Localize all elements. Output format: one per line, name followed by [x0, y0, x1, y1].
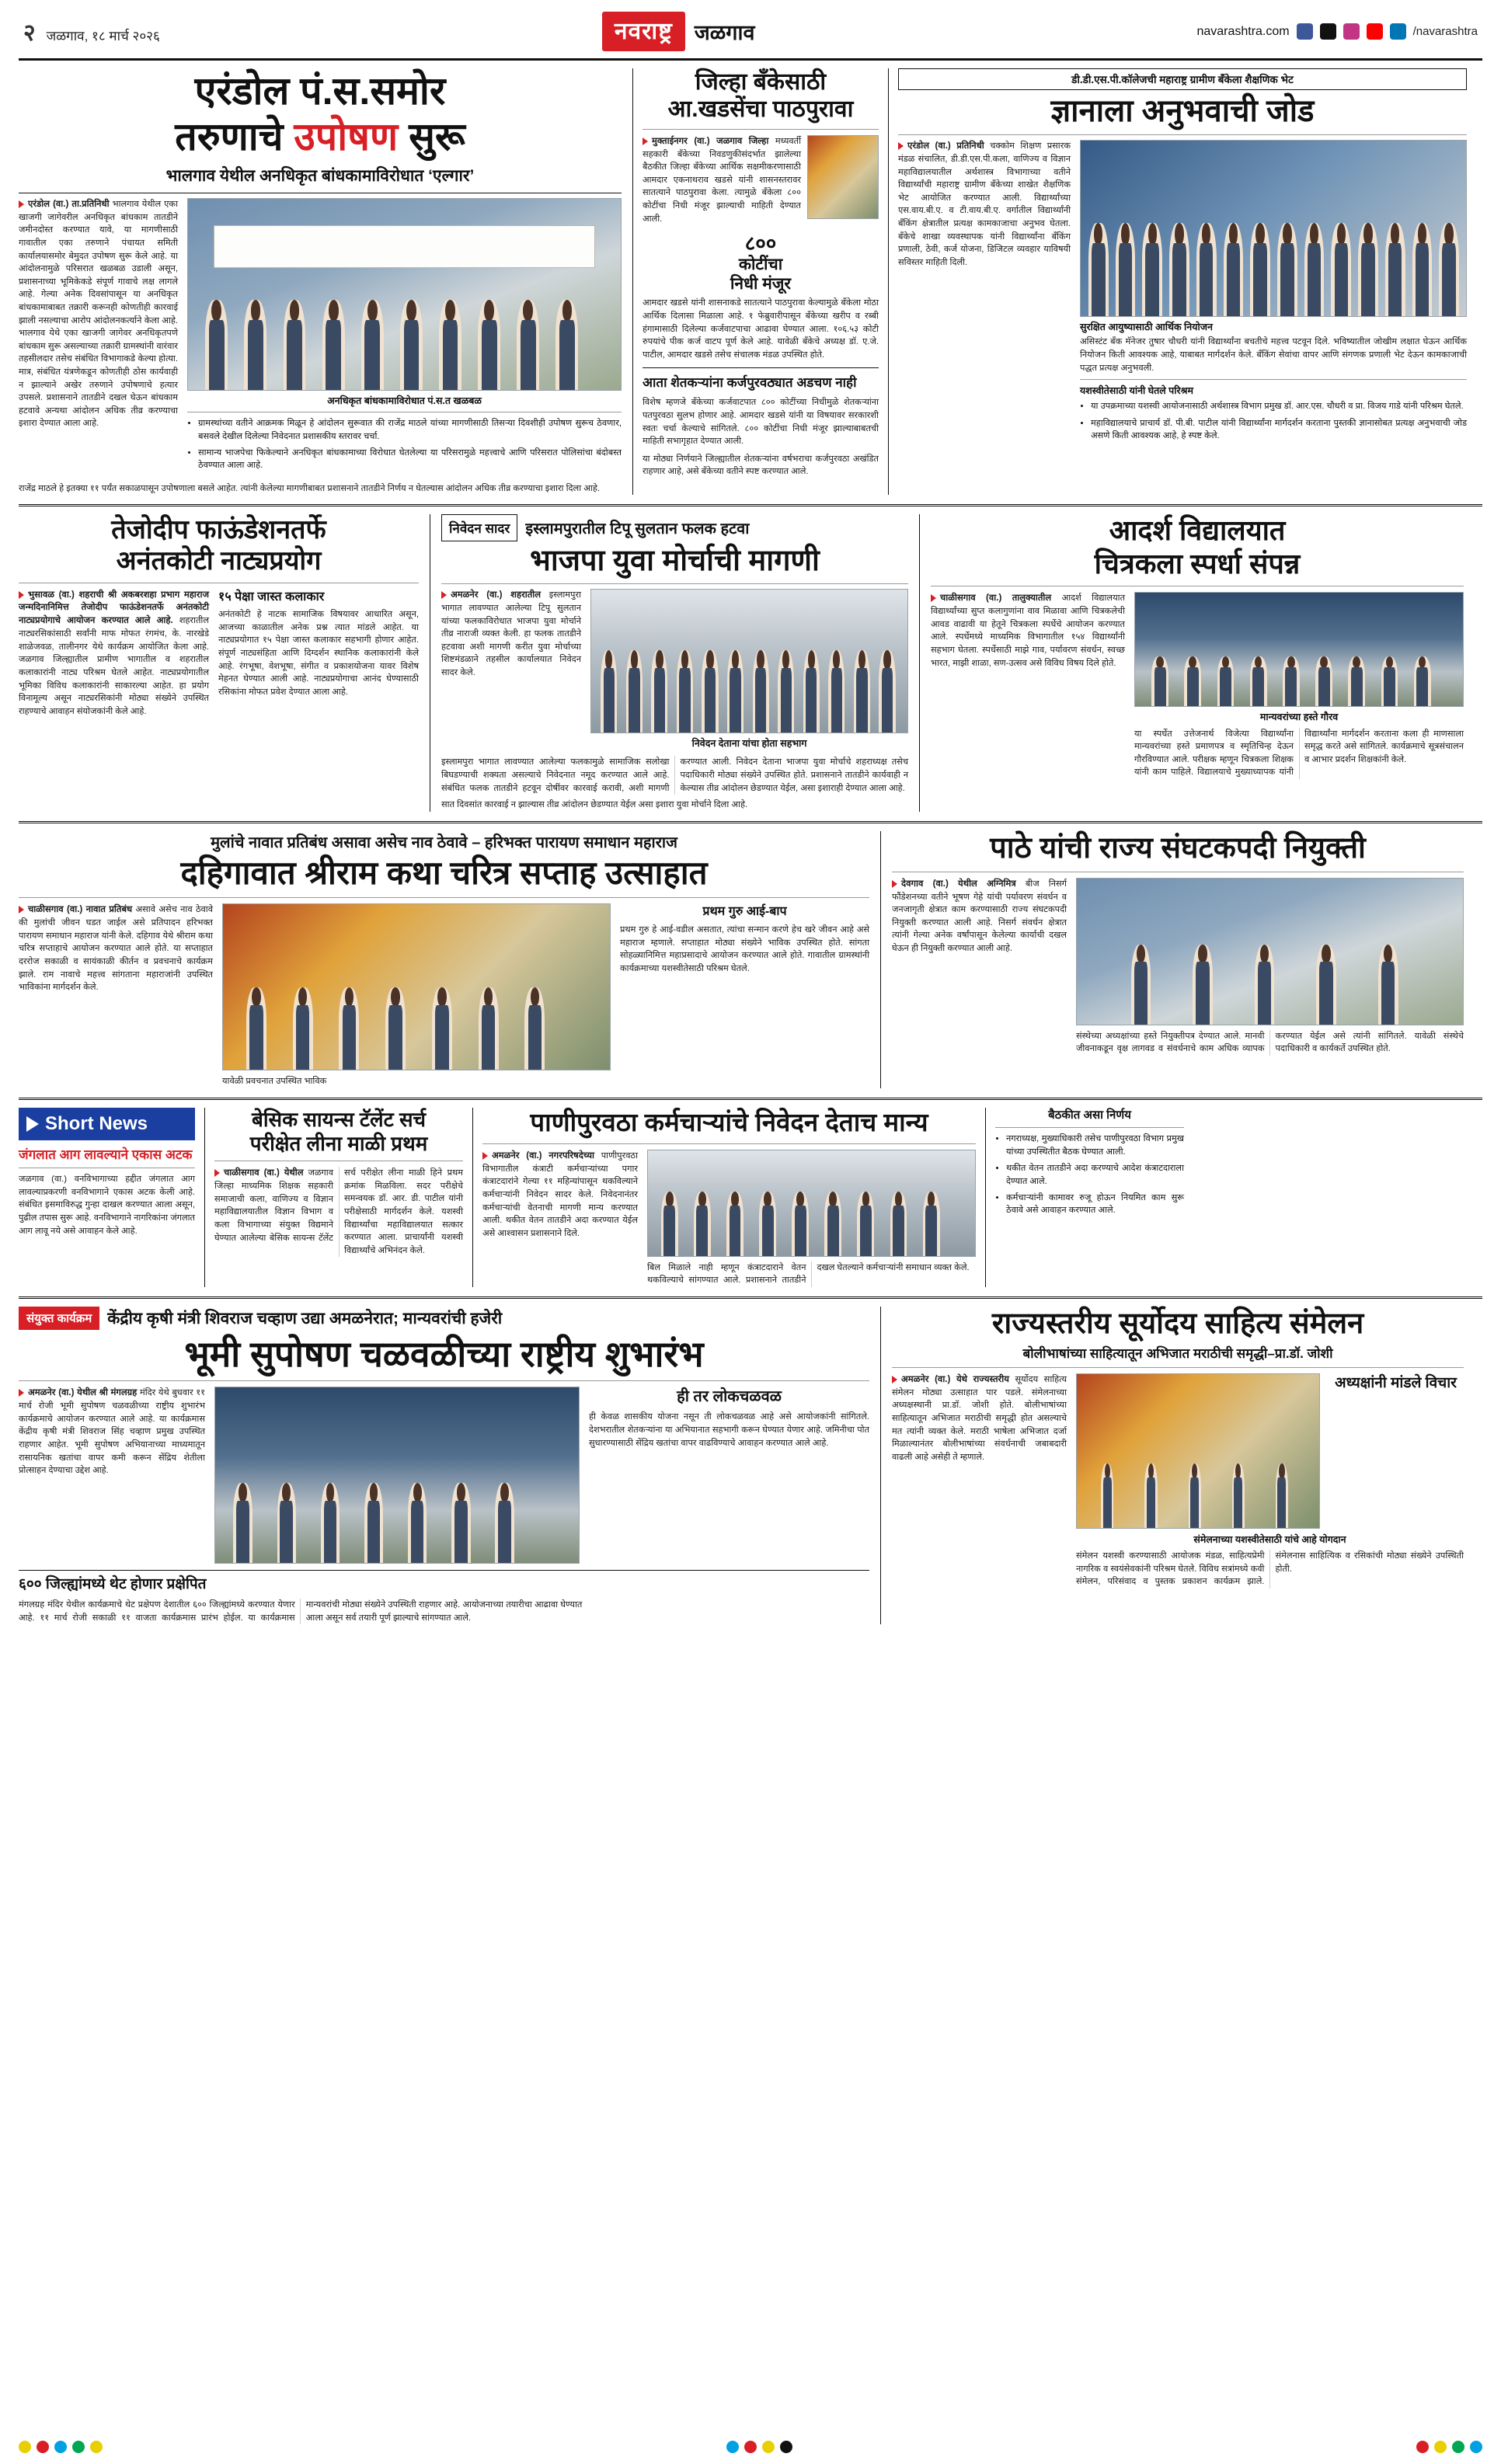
- water-staff-photo: [647, 1150, 976, 1257]
- page-number: २: [23, 20, 36, 46]
- art-headline-l2: चित्रकला स्पर्धा संपन्न: [1094, 547, 1301, 579]
- bjp-headline-small: इस्लामपुरातील टिपू सुलतान फलक हटवा: [525, 520, 750, 538]
- water-bullet-2: • थकीत वेतन तातडीने अदा करण्याचे आदेश कंत्राटदाराला देण्यात आले.: [1006, 1162, 1184, 1188]
- bank-body-2: आमदार खडसे यांनी शासनाकडे सातत्याने पाठपुरावा केल्यामुळे बँकेला मोठा आर्थिक दिलासा मिळाला आहे. १ फेब्रुवारीपासून बँकेच्या खरीप व रब्बी हंगामासाठी दिलेल्या कर्जवाटपाचा आढावा घेण्यात आला. १०६.५३ कोटी रुपयांचे पीक कर्ज वाटप पूर्ण केले आहे. यावेळी बँकेचे अध्यक्ष डॉ. ए.जे. पाटील, आमदार खडसे तसेच संचालक मंडळ उपस्थित होते.: [643, 298, 879, 360]
- mla-photo-block: [807, 135, 879, 225]
- bhumi-subhead: ही तर लोकचळवळ: [677, 1388, 782, 1406]
- ramkatha-strap: मुलांचे नावात प्रतिबंध असावा असेच नाव ठेवावे – हरिभक्त पारायण समाधान महाराज: [211, 834, 677, 851]
- staff-group: [648, 1171, 975, 1256]
- dateline-bullet-icon: [19, 591, 24, 599]
- ramkatha-story: [19, 831, 881, 1088]
- x-icon[interactable]: [1320, 23, 1336, 40]
- bhumi-strap: केंद्रीय कृषी मंत्री शिवराज चव्हाण उद्या अमळनेरात; मान्यवरांची हजेरी: [107, 1310, 503, 1328]
- bhumi-sub-body-2: मंगलग्रह मंदिर येथील कार्यक्रमाचे थेट प्रक्षेपण देशातील ६०० जिल्ह्यांमध्ये करण्यात येणार आहे. ११ मार्च रोजी सकाळी ११ वाजता कार्यक्रमास प्रारंभ होईल. या कार्यक्रमास मान्यवरांची मोठ्या संख्येने उपस्थिती राहणार आहे. आयोजनाच्या तयारीचा आढावा घेण्यात आला असून सर्व तयारी पूर्ण झाल्याचे सांगण्यात आले.: [19, 1599, 583, 1623]
- short-news-item: [19, 1147, 195, 1237]
- bjp-photo-block: [590, 589, 908, 750]
- social-handle: /navarashtra: [1412, 25, 1478, 38]
- lead-headline-highlight: उपोषण: [294, 115, 399, 158]
- college-kicker: डी.डी.एस.पी.कॉलेजची महाराष्ट्र ग्रामीण बँकेला शैक्षणिक भेट: [898, 68, 1467, 90]
- sahitya-body: सूर्योदय साहित्य संमेलन मोठ्या उत्साहात पार पडले. संमेलनाच्या अध्यक्षस्थानी प्रा.डॉ. जोशी होते. बोलीभाषांच्या साहित्यातून अभिजात मराठीची समृद्धी होत असल्याचे मत त्यांनी व्यक्त केले. मराठी भाषेला अभिजात दर्जा मिळाल्यानंतर बोलीभाषांच्या संवर्धनाची जबाबदारी वाढली आहे असेही ते म्हणाले.: [892, 1374, 1067, 1462]
- appointment-story: [881, 831, 1464, 1088]
- newspaper-logo: नवराष्ट्र: [602, 12, 685, 51]
- college-right-col: [1080, 140, 1467, 446]
- arrow-right-icon: [26, 1116, 39, 1132]
- ramkatha-subhead: प्रथम गुरु आई-बाप: [702, 905, 787, 919]
- lead-headline-part-c: सुरू: [398, 115, 465, 158]
- sahitya-headline: राज्यस्तरीय सूर्योदय साहित्य संमेलन: [991, 1307, 1364, 1341]
- award-ceremony: [1077, 919, 1463, 1024]
- crowd: [188, 271, 621, 390]
- bank-headline-l1: जिल्हा बँकेसाठी: [695, 69, 827, 95]
- row-1: [19, 68, 1482, 495]
- bjp-headline: भाजपा युवा मोर्चाची मागणी: [530, 545, 820, 578]
- bank-dateline: मुक्ताईनगर (वा.) जळगाव जिल्हा: [652, 136, 769, 146]
- appointment-headline: पाठे यांची राज्य संघटकपदी नियुक्ती: [990, 831, 1366, 865]
- masthead: [19, 0, 1482, 61]
- bjp-group-photo: [590, 589, 908, 733]
- row-4: [19, 1108, 1482, 1287]
- appointment-dateline: देवगाव (वा.) येथील अग्निमित्र: [901, 879, 1016, 889]
- sahitya-cap: संमेलनाच्या यशस्वीतेसाठी यांचे आहे योगदान: [1193, 1533, 1346, 1545]
- lead-text-col: [19, 198, 178, 476]
- water-decision-bullets: [995, 1133, 1184, 1216]
- natya-body: शहरातील नाट्यरसिकांसाठी सर्वांनी माफ मोफत रंगमंच, के. नारखेडे शाळेजवळ, तालीनगर येथे कार्यक्रम आयोजित केला आहे. जळगाव जिल्ह्यातील प्रामीण भागातील व शहरातील कलाकारांनी नाट्य परिश्रम घेतले आहेत. नाट्यप्रयोगातील भूमिका विविध कलाकारांनी साकारल्या आहेत. हा प्रयोग विनामूल्य असून नाट्यरसिकांनी मोठ्या संख्येने उपस्थित राहण्याचे आवाहन संयोजकांनी केले आहे.: [19, 616, 210, 716]
- water-bullet-1: • नगराध्यक्ष, मुख्याधिकारी तसेच पाणीपुरवठा विभाग प्रमुख यांच्या उपस्थितीत बैठक घेण्यात आली.: [1006, 1133, 1184, 1158]
- natya-col-1: [19, 589, 209, 719]
- row-5: [19, 1307, 1482, 1624]
- sahitya-sammelan-story: [881, 1307, 1464, 1624]
- science-headline-l1: बेसिक सायन्स टॅलेंट सर्च: [251, 1107, 427, 1131]
- website-url[interactable]: navarashtra.com: [1196, 24, 1290, 38]
- students-seated: [1135, 641, 1463, 707]
- fund-amount: ८००: [744, 231, 777, 256]
- footer-registration-marks: [19, 2441, 1482, 2453]
- short-news-title: Short News: [45, 1112, 148, 1134]
- bjp-members: [591, 624, 907, 733]
- footer-dots-right: [1416, 2441, 1482, 2453]
- bhumi-dateline: अमळनेर (वा.) येथील श्री मंगलग्रह: [28, 1388, 138, 1398]
- natya-headline-l1: तेजोदीप फाऊंडेशनतर्फे: [111, 515, 326, 545]
- natya-subhead: १५ पेक्षा जास्त कलाकार: [218, 590, 325, 604]
- sahitya-subhead: अध्यक्षांनी मांडले विचार: [1335, 1374, 1457, 1391]
- dateline-bullet-icon: [19, 200, 24, 208]
- art-col-1: [931, 592, 1125, 779]
- dateline-bullet-icon: [19, 1389, 24, 1397]
- water-body-2: बिल मिळाले नाही म्हणून कंत्राटदाराने वेतन थकविल्याचे सांगण्यात आले. प्रशासनाने तातडीने दखल घेतल्याने कर्मचाऱ्यांनी समाधान व्यक्त केले.: [647, 1262, 970, 1286]
- linkedin-icon[interactable]: [1390, 23, 1406, 40]
- mla-photo: [807, 135, 879, 219]
- ramkatha-dateline: चाळीसगाव (वा.) नावात प्रतिबंध: [28, 905, 133, 915]
- water-body: पाणीपुरवठा विभागातील कंत्राटी कर्मचाऱ्यांच्या पगार कंत्राटदारांने गेल्या ११ महिन्यांपासून थकविल्याने कर्मचाऱ्यांनी निवेदन सादर केले. निवेदनानंतर कर्मचाऱ्यांची वेतनाची मागणी मान्य करण्यात आली. थकीत वेतन तातडीने अदा करण्यात येईल असे आश्वासन प्रशासनाने दिले.: [482, 1150, 638, 1238]
- lead-headline-line1: एरंडोल पं.स.समोर: [194, 69, 446, 113]
- lead-photo-block: [187, 198, 622, 476]
- students-group: [1081, 193, 1466, 316]
- sammelan-dais: [1077, 1443, 1319, 1528]
- college-cap-2: यशस्वीतेसाठी यांनी घेतले परिश्रम: [1080, 385, 1193, 397]
- water-photo-block: [647, 1150, 976, 1287]
- sahitya-strap: बोलीभाषांच्या साहित्यातून अभिजात मराठीची समृद्धी–प्रा.डॉ. जोशी: [1022, 1345, 1333, 1361]
- sahitya-photo-block: [1076, 1373, 1464, 1589]
- bank-headline-l2: आ.खडसेंचा पाठपुरावा: [667, 96, 854, 123]
- facebook-icon[interactable]: [1297, 23, 1313, 40]
- dateline-bullet-icon: [441, 591, 447, 599]
- natya-sub-body: अनंतकोटी हे नाटक सामाजिक विषयावर आधारित असून, आजच्या काळातील अनेक प्रश्न त्यात मांडले आहेत. या नाट्यप्रयोगात १५ पेक्षा जास्त कलाकार सहभागी होणार आहेत. संपूर्ण नाट्यसंहिता आणि दिग्दर्शन स्थानिक कलाकारांनी केले आहे. रंगभूषा, वेशभूषा, संगीत व प्रकाशयोजना यावर विशेष मेहनत घेण्यात आली आहे. नाट्यप्रयोगाचा आनंद घेण्यासाठी रसिकांना मोफत प्रवेश देण्यात आला आहे.: [218, 610, 419, 697]
- bhumi-suposhan-story: [19, 1307, 881, 1624]
- masthead-center: [602, 12, 755, 51]
- bjp-body-2: इस्लामपुरा भागात लावण्यात आलेल्या फलकामुळे सामाजिक सलोखा बिघडण्याची शक्यता असल्याचे निवेदनात नमूद करण्यात आले आहे. संबंधित फलक तातडीने हटवून दोषींवर कारवाई करावी, अशी मागणी करण्यात आली. निवेदन देताना भाजपा युवा मोर्चाचे शहराध्यक्ष तसेच पदाधिकारी मोठ्या संख्येने उपस्थित होते. प्रशासनाने तातडीने कार्यवाही न केल्यास तीव्र आंदोलन छेडण्यात येईल, असा इशाराही देण्यात आला आहे.: [441, 757, 908, 793]
- bank-body: मध्यवर्ती सहकारी बँकेच्या निवडणुकीसंदर्भात झालेल्या बैठकीत जिल्हा बँकेच्या आर्थिक सक्षमीकरणासाठी आमदार एकनाथराव खडसे यांनी शासनस्तरावर सातत्याने पाठपुरावा केला. त्यामुळे बँकेला ८०० कोटींचा निधी मंजूर झाल्याची माहिती देण्यात आली.: [643, 136, 802, 224]
- bjp-photo-caption: निवेदन देताना यांचा होता सहभाग: [691, 738, 807, 750]
- ramkatha-headline: दहिगावात श्रीराम कथा चरित्र सप्ताह उत्साहात: [180, 854, 708, 891]
- footer-dots-mid: [726, 2441, 792, 2453]
- bjp-story: [430, 514, 920, 811]
- dateline-bullet-icon: [892, 880, 897, 888]
- sahitya-cap-body: संमेलन यशस्वी करण्यासाठी आयोजक मंडळ, साहित्यप्रेमी नागरिक व स्वयंसेवकांनी परिश्रम घेतले. विविध सत्रांमध्ये कवी संमेलन, परिसंवाद व पुस्तक प्रकाशन कार्यक्रम झाले. संमेलनास साहित्यिक व रसिकांची मोठ्या संख्येने उपस्थिती होती.: [1076, 1551, 1464, 1587]
- instagram-icon[interactable]: [1343, 23, 1360, 40]
- lead-photo-caption: अनधिकृत बांधकामाविरोधात पं.स.त खळबळ: [327, 395, 482, 406]
- ramkatha-col-3: [620, 903, 869, 1088]
- youtube-icon[interactable]: [1367, 23, 1383, 40]
- dateline-bullet-icon: [214, 1169, 220, 1177]
- fund-unit: कोटींचा: [738, 255, 783, 273]
- dateline-bullet-icon: [482, 1152, 488, 1160]
- college-cap-1: सुरक्षित आयुष्यासाठी आर्थिक नियोजन: [1080, 322, 1213, 333]
- natya-col-2: [218, 589, 419, 719]
- art-classroom-photo: [1134, 592, 1464, 707]
- short-news-header: [19, 1108, 195, 1140]
- masthead-right: [1196, 23, 1478, 40]
- edition-name: जळगाव: [694, 21, 755, 44]
- short-news-item-head: जंगलात आग लावल्याने एकास अटक: [19, 1147, 193, 1162]
- bank-body-3: विशेष म्हणजे बँकेच्या कर्जवाटपात ८०० कोटींच्या निधीमुळे शेतकऱ्यांना पतपुरवठा सुलभ होणार आहे. आमदार खडसे यांनी या विषयावर सरकारशी स्वतः चर्चा केल्याचे सांगितले. ८०० कोटींचा निधी मंजूर झाल्याबाबतची माहिती सभागृहात देण्यात आली.: [643, 398, 879, 447]
- bhumi-body: मंदिर येथे बुधवार ११ मार्च रोजी भूमी सुपोषण चळवळीच्या राष्ट्रीय शुभारंभ कार्यक्रमाचे आयोजन करण्यात आले आहे. या कार्यक्रमास केंद्रीय कृषी मंत्री शिवराज सिंह चव्हाण प्रमुख उपस्थित राहणार आहेत. भूमी सुपोषण अभियानाच्या माध्यमातून रासायनिक खतांचा वापर कमी करून सेंद्रिय शेतीला प्रोत्साहन देण्याचा उद्देश आहे.: [19, 1388, 206, 1476]
- bank-subhead: आता शेतकऱ्यांना कर्जपुरवठ्यात अडचण नाही: [643, 375, 857, 391]
- row-2: [19, 514, 1482, 811]
- art-dateline: चाळीसगाव (वा.) तालुक्यातील: [940, 593, 1052, 604]
- stage-characters: [223, 961, 610, 1070]
- dateline-bullet-icon: [643, 137, 648, 145]
- ramkatha-photo-caption: यावेळी प्रवचनात उपस्थित भाविक: [222, 1077, 327, 1087]
- meeting-attendees: [215, 1458, 579, 1564]
- lead-tail: राजेंद्र माठले हे इतक्या ११ पर्यंत सकाळपासून उपोषणाला बसले आहेत. त्यांनी केलेल्या मागणीबाबत प्रशासनाने तातडीने निर्णय न घेतल्यास आंदोलन अधिक तीव्र करण्याचा इशारा दिला आहे.: [19, 483, 600, 493]
- appointment-body: बीज निसर्ग फौंडेशनच्या वतीने भूषण गेहे यांची पर्यावरण संवर्धन व जनजागृती क्षेत्रात काम करण्यासाठी राज्य संघटकपदी नियुक्ती करण्यात आली आहे. निसर्ग संवर्धन क्षेत्रात त्यांनी गेल्या अनेक वर्षांपासून केलेल्या कार्याची दखल घेऊन ही नियुक्ती करण्यात आली आहे.: [892, 879, 1067, 953]
- publication-date: जळगाव, १८ मार्च २०२६: [46, 29, 160, 44]
- row-3: [19, 831, 1482, 1088]
- art-headline-l1: आदर्श विद्यालयात: [1109, 514, 1286, 547]
- short-news-item-body: जळगाव (वा.) वनविभागाच्या हद्दीत जंगलात आग लावल्याप्रकरणी वनविभागाने एकास अटक केली आहे. संबंधित इसमाविरुद्ध गुन्हा दाखल करण्यात आला असून, पुढील तपास सुरू आहे. वनविभागाने नागरिकांना जंगलात आग लावू नये असे आवाहन केले आहे.: [19, 1175, 195, 1236]
- footer-dots-left: [19, 2441, 103, 2453]
- masthead-left: [23, 16, 160, 47]
- college-text-col: [898, 140, 1071, 446]
- short-news-block: [19, 1108, 205, 1287]
- bank-story: [632, 68, 889, 495]
- college-cap-1-body: असिस्टंट बँक मॅनेजर तुषार चौधरी यांनी विद्यार्थ्यांना बचतीचे महत्त्व पटवून दिले. भविष्यातील जोखीम लक्षात घेऊन आर्थिक नियोजन किती आवश्यक आहे, याबाबत मार्गदर्शन केले. बँकिंग सेवांचा वापर आणि संगणक प्रणाली भेट देऊन कामकाजाची पद्धत प्रत्यक्ष अनुभवली.: [1080, 337, 1467, 373]
- water-col-1: [482, 1150, 638, 1287]
- college-body: चक्कोम शिक्षण प्रसारक मंडळ संचालित, डी.डी.एस.पी.कला, वाणिज्य व विज्ञान महाविद्यालयातील अर्थशास्त्र विभागाच्या वतीने विद्यार्थ्यांची महाराष्ट्र ग्रामीण बँकेच्या शाखेत शैक्षणिक भेट आयोजित करण्यात आली. विद्यार्थ्यांच्या एस.वाय.बी.ए. व टी.वाय.बी.ए. वर्गातील विद्यार्थ्यांनी बँकिंग क्षेत्रातील प्रत्यक्ष कामकाजाचा अनुभव घेतला. बँकेचे शाखा व्यवस्थापक यांनी विद्यार्थ्यांना बँकिंग प्रणाली, ठेवी, कर्ज योजना, डिजिटल व्यवहार याविषयी सविस्तर माहिती दिली.: [898, 141, 1071, 267]
- art-body: आदर्श विद्यालयात विद्यार्थ्यांच्या सुप्त कलागुणांना वाव मिळावा आणि चित्रकलेची आवड वाढावी या हेतूने चित्रकला स्पर्धेचे आयोजन करण्यात आले. स्पर्धेमध्ये माध्यमिक विभागातील १५४ विद्यार्थ्यांनी सहभाग घेतला. स्पर्धेसाठी माझे गाव, पर्यावरण संवर्धन, स्वच्छ भारत, माझी शाळा, सण-उत्सव असे विविध विषय दिले होते.: [931, 593, 1126, 668]
- lead-photo: [187, 198, 622, 391]
- water-headline: पाणीपुरवठा कर्मचाऱ्यांचे निवेदन देताच मान्य: [530, 1107, 928, 1136]
- water-decision-box: [986, 1108, 1184, 1287]
- appointment-body-2: संस्थेच्या अध्यक्षांच्या हस्ते नियुक्तीपत्र देण्यात आले. मानवी जीवनाकडून वृक्ष लागवड व संवर्धनाचे काम अधिक व्यापक करण्यात येईल असे त्यांनी सांगितले. यावेळी संस्थेचे पदाधिकारी व कार्यकर्ते उपस्थित होते.: [1076, 1031, 1464, 1054]
- bhumi-meeting-photo: [214, 1387, 580, 1564]
- bank-tail: या मोठ्या निर्णयाने जिल्ह्यातील शेतकऱ्यांना वर्षभराचा कर्जपुरवठा अखंडित राहणार आहे, असे बँकेच्या वतीने स्पष्ट करण्यात आले.: [643, 454, 879, 477]
- lead-headline-part-a: तरुणाचे: [175, 115, 294, 158]
- ramkatha-stage-photo: [222, 903, 611, 1070]
- college-headline: ज्ञानाला अनुभवाची जोड: [1050, 94, 1315, 128]
- bhumi-col-1: [19, 1387, 205, 1564]
- sanyukt-karyakram-badge: संयुक्त कार्यक्रम: [19, 1307, 99, 1330]
- science-body-wrap: [214, 1167, 463, 1257]
- bhumi-photo-block: [214, 1387, 580, 1564]
- appointment-col-1: [892, 878, 1067, 1056]
- college-dateline: एरंडोल (वा.) प्रतिनिधी: [907, 141, 984, 151]
- protest-banner: [214, 225, 594, 267]
- lead-body: भालगाव येथील एका खाजगी जागेवरील अनधिकृत बांधकाम तातडीने जमीनदोस्त करण्यात यावे, या मागणीसाठी गावातील एका तरुणाने पंचायत समिती कार्यालयासमोर बेमुदत उपोषण सुरू केले आहे. या आंदोलनामुळे परिसरात खळबळ उडाली असून, प्रशासनाच्या भूमिकेकडे संपूर्ण गावाचे लक्ष लागले आहे. गेल्या अनेक दिवसांपासून या अनधिकृत बांधकामाबाबत तक्रारी करूनही कोणतीही कारवाई झाली नसल्याचा आरोप आंदोलनकर्त्याने केला आहे. भालगाव येथे एका खाजगी जागेवर अनधिकृतपणे बांधकाम सुरू असल्याच्या तक्रारी ग्रामस्थांनी वारंवार तहसीलदार तसेच संबंधित विभागाकडे केल्या होत्या. मात्र, संबंधित यंत्रणेकडून कोणतीही ठोस कार्यवाही न झाल्याने अखेर तरुणाने उपोषणाचे हत्यार उपसले. प्रशासनाने तातडीने दखल घेऊन बांधकाम हटवावे अन्यथा आंदोलन अधिक तीव्र करण्याचा इशारा देण्यात आला आहे.: [19, 200, 178, 429]
- ramkatha-col-1: [19, 903, 213, 1088]
- art-competition-story: [920, 514, 1464, 811]
- college-bullet-1: • या उपक्रमाच्या यशस्वी आयोजनासाठी अर्थशास्त्र विभाग प्रमुख डॉ. आर.एस. चौधरी व प्रा. विजय गाडे यांनी परिश्रम घेतले.: [1091, 400, 1467, 412]
- water-bullet-3: • कर्मचाऱ्यांनी कामावर रुजू होऊन नियमित काम सुरू ठेवावे असे आवाहन करण्यात आले.: [1006, 1192, 1184, 1217]
- dateline-bullet-icon: [19, 906, 24, 914]
- art-photo-block: [1134, 592, 1464, 779]
- ramkatha-photo-block: [222, 903, 611, 1088]
- lead-subhead: भालगाव येथील अनधिकृत बांधकामाविरोधात ‘एल्गार’: [165, 167, 475, 185]
- bhumi-headline: भूमी सुपोषण चळवळीच्या राष्ट्रीय शुभारंभ: [184, 1334, 704, 1375]
- art-cap-body: या स्पर्धेत उत्तेजनार्थ विजेत्या विद्यार्थ्यांना मान्यवरांच्या हस्ते प्रमाणपत्र व स्मृतिचिन्ह देऊन गौरविण्यात आले. परीक्षक म्हणून चित्रकला शिक्षक यांनी काम पाहिले. विद्यालयाचे मुख्याध्यापक यांनी विद्यार्थ्यांना मार्गदर्शन करताना कला ही माणसाला समृद्ध करते असे सांगितले. कार्यक्रमाचे सूत्रसंचालन व आभार प्रदर्शन शिक्षकांनी केले.: [1134, 729, 1464, 778]
- dateline-bullet-icon: [898, 142, 904, 150]
- bhumi-col-3: [589, 1387, 869, 1564]
- water-decision-title: बैठकीत असा निर्णय: [1048, 1108, 1131, 1122]
- sahitya-subhead-block: [1328, 1373, 1464, 1529]
- lead-story: [19, 68, 632, 495]
- bhumi-sub-body: ही केवळ शासकीय योजना नसून ती लोकचळवळ आहे असे आयोजकांनी सांगितले. देशभरातील शेतकऱ्यांना या अभियानात सहभागी करून घेण्यात येणार आहे. जमिनीचा पोत सुधारण्यासाठी सेंद्रिय खतांचा वापर वाढविण्याचे आवाहन करण्यात आले आहे.: [589, 1412, 869, 1448]
- college-cap-2-bullets: [1080, 400, 1467, 442]
- nivedan-badge: निवेदन सादर: [441, 514, 517, 541]
- college-visit-story: [889, 68, 1467, 495]
- sahitya-stage-photo: [1076, 1373, 1320, 1529]
- lead-dateline: एरंडोल (वा.) ता.प्रतिनिधी: [28, 200, 110, 209]
- lead-bullets: [187, 417, 622, 472]
- sahitya-dateline: अमळनेर (वा.) येथे राज्यस्तरीय: [901, 1374, 1009, 1384]
- ramkatha-body: असावे असेच नाव ठेवावे की मुलांची जीवन घडत जाईल असे प्रतिपादन हरिभक्त पारायण समाधान महाराज यांनी केले. दहिगाव येथे श्रीराम कथा चरित्र सप्ताहाचे आयोजन करण्यात आले होते. या सप्ताहात दररोज सकाळी व सायंकाळी कीर्तन व प्रवचनाचे कार्यक्रम झाले. राम नावाचे महत्त्व सांगताना महाराजांनी उपस्थित भाविकांना मार्गदर्शन केले.: [19, 905, 214, 993]
- appointment-photo-block: [1076, 878, 1464, 1056]
- science-headline-l2: परीक्षेत लीना माळी प्रथम: [249, 1131, 428, 1155]
- bjp-body: इस्लामपुरा भागात लावण्यात आलेल्या टिपू सुलतान यांच्या फलकाविरोधात भाजपा युवा मोर्चाने तीव्र नाराजी व्यक्त केली. हा फलक तातडीने हटवावा अशी मागणी करीत युवा मोर्चाच्या शिष्टमंडळाने तहसील कार्यालयात निवेदन सादर केले.: [441, 590, 582, 678]
- bjp-dateline: अमळनेर (वा.) शहरातील: [451, 590, 542, 600]
- dateline-bullet-icon: [931, 594, 936, 602]
- natya-dateline: भुसावळ (वा.) शहराची श्री अकबरशहा प्रभाग महाराज जन्मदिनानिमित्त तेजोदीप फाऊंडेशनतर्फे अनंतकोटी नाट्यप्रयोगाचे आयोजन करण्यात आले आहे.: [19, 590, 209, 626]
- bjp-col-1: [441, 589, 581, 750]
- fund-status: निधी मंजूर: [730, 274, 791, 293]
- science-body: जळगाव जिल्हा माध्यमिक शिक्षक सहकारी समाजाची कला, वाणिज्य व विज्ञान महाविद्यालयातील विज्ञान विभाग व कला विभागाच्या संयुक्त विद्यमाने घेण्यात आलेल्या बेसिक सायन्स टॅलेंट सर्च परीक्षेत लीना माळी हिने प्रथम क्रमांक मिळविला. सदर परीक्षेचे समन्वयक डॉ. आर. डी. पाटील यांनी परीक्षेसाठी मार्गदर्शन केले. यशस्वी विद्यार्थ्यांचा महाविद्यालयात सत्कार करण्यात आला. प्राचार्यांनी यशस्वी विद्यार्थ्यांचे अभिनंदन केले.: [214, 1168, 463, 1255]
- natya-story: [19, 514, 430, 811]
- basic-science-story: [205, 1108, 473, 1287]
- sahitya-col-1: [892, 1373, 1067, 1589]
- lead-headline-line2: [19, 114, 622, 160]
- bjp-tail: सात दिवसांत कारवाई न झाल्यास तीव्र आंदोलन छेडण्यात येईल असा इशारा युवा मोर्चाने दिला आहे.: [441, 800, 748, 810]
- dateline-bullet-icon: [892, 1376, 897, 1383]
- college-bullet-2: • महाविद्यालयाचे प्राचार्य डॉ. पी.बी. पाटील यांनी विद्यार्थ्यांना मार्गदर्शन करताना पुस्तकी ज्ञानासोबत प्रत्यक्ष अनुभवाची जोड असणे किती आवश्यक आहे, हे स्पष्ट केले.: [1091, 417, 1467, 443]
- bhumi-subhead-2: ६०० जिल्ह्यांमध्ये थेट होणार प्रक्षेपित: [19, 1576, 207, 1593]
- ramkatha-sub-body: प्रथम गुरु हे आई-वडील असतात, त्यांचा सन्मान करणे हेच खरे जीवन आहे असे महाराज म्हणाले. सप्ताहात मोठ्या संख्येने भाविक उपस्थित होते. सांगता सोहळ्यानिमित्त महाप्रसादाचे आयोजन करण्यात आले होते. गावातील ग्रामस्थांनी कार्यक्रमाच्या यशस्वीतेसाठी परिश्रम घेतले.: [620, 924, 869, 973]
- lead-bullet-2: • सामान्य भाजपेचा फिकेल्याने अनधिकृत बांधकामाच्या विरोधात घेतलेल्या या परिसरामुळे महत्त्वाचे आणि परिसरात पोलिसांचा बंदोबस्त ठेवण्यात आला आहे.: [198, 447, 622, 472]
- science-dateline: चाळीसगाव (वा.) येथील: [224, 1168, 304, 1178]
- water-dateline: अमळनेर (वा.) नगरपरिषदेच्या: [492, 1150, 595, 1161]
- art-photo-caption: मान्यवरांच्या हस्ते गौरव: [1259, 712, 1339, 723]
- college-group-photo: [1080, 140, 1467, 317]
- appointment-photo: [1076, 878, 1464, 1025]
- natya-headline-l2: अनंतकोटी नाट्यप्रयोग: [116, 546, 322, 576]
- water-supply-story: [473, 1108, 986, 1287]
- lead-bullet-1: • ग्रामस्थांच्या वतीने आक्रमक मिळून हे आंदोलन सुरूवात की राजेंद्र माठले यांच्या मागणीसाठी तिसऱ्या दिवशीही उपोषण सुरूच ठेवणार, बसवले देखील दिलेल्या निवेदनात प्रशासकीय स्तरावर चर्चा.: [198, 417, 622, 443]
